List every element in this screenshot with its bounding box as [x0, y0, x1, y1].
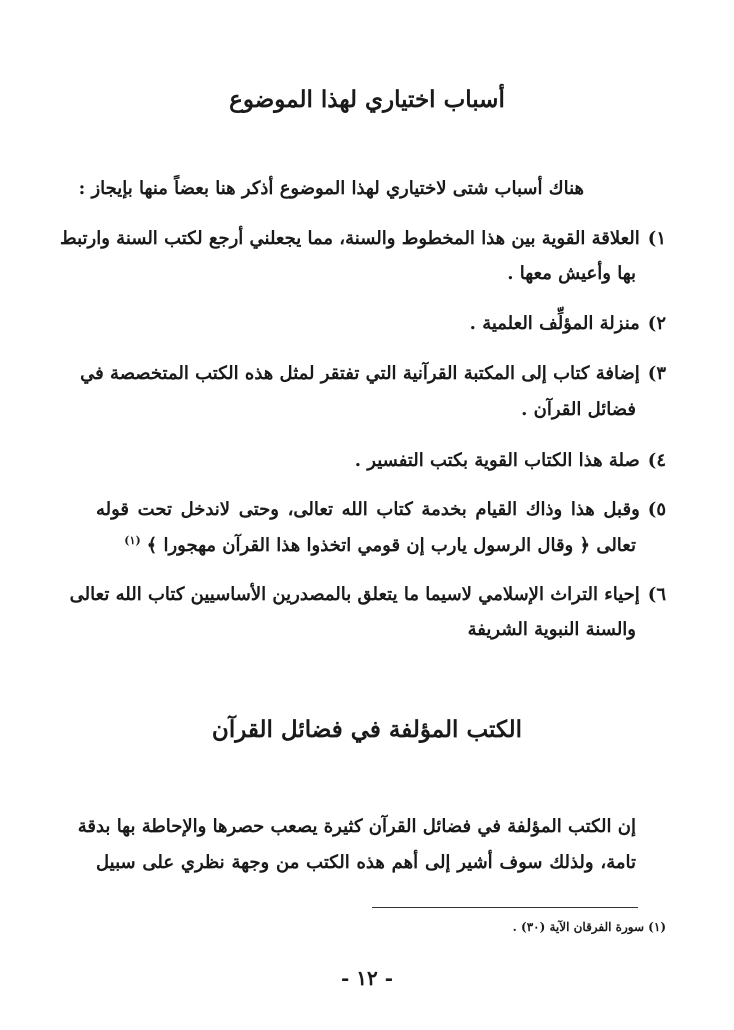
item-6-line-1: ٦)إحياء التراث الإسلامي لاسيما ما يتعلق بالمصدرين الأساسيين كتاب الله تعالى	[69, 584, 666, 605]
item-2-line-1: ٢)منزلة المؤلِّف العلمية .	[469, 313, 666, 334]
item-4-number: ٤)	[647, 450, 666, 471]
footnote-reference: (١)	[124, 534, 141, 547]
paragraph-line-1: إن الكتب المؤلفة في فضائل القرآن كثيرة يصعب حصرها والإحاطة بها بدقة	[77, 816, 636, 837]
page-number: - ١٢ -	[340, 966, 393, 990]
item-1-line-1: ١)العلاقة القوية بين هذا المخطوط والسنة، مما يجعلني أرجع لكتب السنة وارتبط	[60, 228, 666, 249]
item-4-line-1: ٤)صلة هذا الكتاب القوية بكتب التفسير .	[354, 450, 666, 471]
item-5-line-2: تعالى ﴿ وقال الرسول يارب إن قومي اتخذوا هذا القرآن مهجورا ﴾$^{(١)}$	[124, 534, 636, 556]
item-2-number: ٢)	[647, 313, 666, 334]
item-3-line-2: فضائل القرآن .	[521, 399, 636, 420]
paragraph-line-2: تامة، ولذلك سوف أشير إلى أهم هذه الكتب من وجهة نظري على سبيل	[96, 852, 636, 873]
footnote: (١) سورة الفرقان الآية (٣٠) .	[512, 920, 666, 934]
section-heading-books: الكتب المؤلفة في فضائل القرآن	[211, 716, 523, 743]
item-6-number: ٦)	[647, 584, 666, 605]
item-6-line-2: والسنة النبوية الشريفة	[467, 619, 636, 640]
item-3-line-1: ٣)إضافة كتاب إلى المكتبة القرآنية التي تفتقر لمثل هذه الكتب المتخصصة في	[80, 363, 666, 384]
item-3-number: ٣)	[647, 363, 666, 384]
section-heading-reasons: أسباب اختياري لهذا الموضوع	[229, 86, 505, 113]
item-1-number: ١)	[647, 228, 666, 249]
footnote-divider	[372, 907, 638, 908]
item-5-line-1: ٥)وقبل هذا وذاك القيام بخدمة كتاب الله تعالى، وحتى لاندخل تحت قوله	[96, 499, 666, 520]
item-1-line-2: بها وأعيش معها .	[507, 263, 636, 284]
intro-line: هناك أسباب شتى لاختياري لهذا الموضوع أذكر هنا بعضاً منها بإيجاز :	[78, 178, 584, 199]
item-5-number: ٥)	[647, 499, 666, 520]
